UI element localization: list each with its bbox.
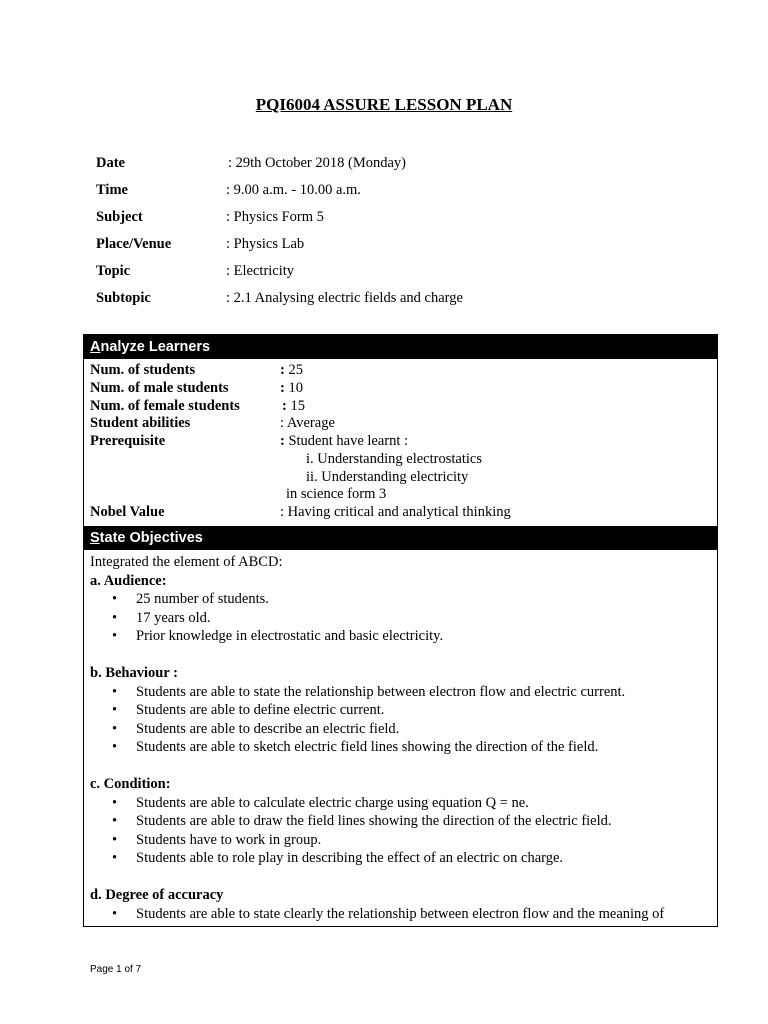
behaviour-heading: b. Behaviour : (90, 665, 178, 681)
objectives-intro: Integrated the element of ABCD: (90, 554, 283, 570)
condition-heading: c. Condition: (90, 776, 171, 792)
learner-value: : 25 (280, 362, 303, 378)
audience-list (90, 590, 710, 646)
info-value: : Physics Lab (226, 236, 305, 252)
list-item: • Students are able to state the relationship between electron flow and electric current. (112, 683, 626, 700)
learner-label: Num. of male students (90, 380, 229, 396)
prerequisite-item: ii. Understanding electricity (306, 469, 469, 485)
document-title: PQI6004 ASSURE LESSON PLAN (255, 95, 513, 114)
degree-heading: d. Degree of accuracy (90, 887, 224, 903)
info-value: : 2.1 Analysing electric fields and charge (226, 290, 463, 306)
learner-value: : 10 (280, 380, 303, 396)
header-text: tate Objectives (99, 530, 203, 546)
list-item: • 17 years old. (112, 609, 211, 626)
learner-label: Num. of students (90, 362, 196, 378)
prerequisite-item: i. Understanding electrostatics (306, 451, 482, 467)
header-text: nalyze Learners (100, 339, 211, 355)
info-label: Subject (96, 209, 143, 225)
behaviour-list (90, 683, 710, 757)
header-initial: S (90, 530, 100, 546)
header-initial: A (90, 339, 101, 355)
degree-list (90, 905, 710, 924)
learner-label: Nobel Value (90, 504, 165, 520)
list-item: • Students are able to describe an electric field. (112, 720, 400, 737)
list-item: • Students are able to define electric current. (112, 702, 385, 718)
info-label: Topic (96, 263, 131, 279)
learner-label: Student abilities (90, 415, 191, 431)
info-label: Time (96, 182, 128, 198)
list-item: • Students are able to calculate electric charge using equation Q = ne. (112, 794, 529, 811)
list-item: • Students are able to sketch electric field lines showing the direction of the field. (112, 739, 599, 755)
list-item: • Prior knowledge in electrostatic and basic electricity. (112, 628, 444, 644)
learner-label: Prerequisite (90, 433, 166, 449)
info-value: : 9.00 a.m. - 10.00 a.m. (226, 182, 361, 198)
analyze-learners-header (84, 335, 717, 359)
list-item: • Students are able to draw the field lines showing the direction of the electric field. (112, 813, 612, 829)
page-number: Page 1 of 7 (90, 964, 142, 975)
list-item: • 25 number of students. (112, 591, 269, 607)
condition-list (90, 794, 710, 868)
info-value: : 29th October 2018 (Monday) (228, 155, 406, 171)
learner-value: : 15 (282, 398, 305, 414)
info-value: : Physics Form 5 (226, 209, 324, 225)
learner-value: : Student have learnt : (280, 433, 409, 449)
learner-value: : Having critical and analytical thinking (280, 504, 511, 520)
list-item: • Students able to role play in describing the effect of an electric on charge. (112, 850, 564, 866)
info-value: : Electricity (226, 263, 295, 279)
state-objectives-header (84, 526, 717, 550)
info-label: Place/Venue (96, 236, 172, 252)
lesson-plan-box (83, 334, 718, 927)
learner-label: Num. of female students (90, 398, 240, 414)
list-item: • Students are able to state clearly the relationship between electron flow and the meaning of (112, 905, 665, 922)
list-item: • Students have to work in group. (112, 831, 322, 848)
learner-value: : Average (280, 415, 335, 431)
objectives-content (90, 553, 710, 923)
audience-heading: a. Audience: (90, 572, 167, 589)
info-label: Date (96, 155, 125, 171)
prerequisite-note: in science form 3 (286, 486, 387, 502)
info-label: Subtopic (96, 290, 151, 306)
